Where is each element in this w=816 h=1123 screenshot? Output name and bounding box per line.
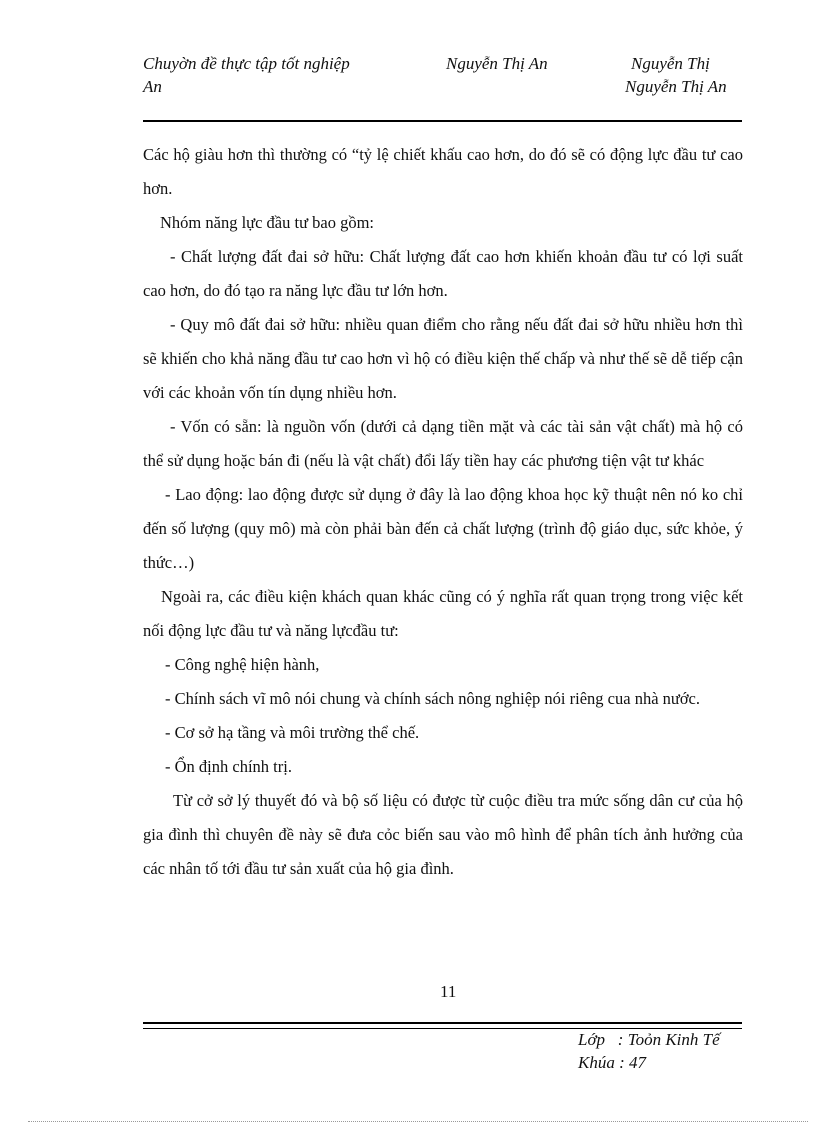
list-item: - Ổn định chính trị. bbox=[165, 757, 292, 776]
page-number: 11 bbox=[440, 982, 457, 1001]
header-left-line2: An bbox=[143, 77, 162, 96]
header-left-line1: Chuyờn đề thực tập tốt nghiệp bbox=[143, 54, 350, 73]
list-item: - Vốn có sẵn: là nguồn vốn (dưới cả dạng tiền mặt và các tài sản vật chất) mà hộ có thể sử dụng hoặc bán đi (nếu là vật chất) đổi lấy tiền hay các phương tiện vật tư khác bbox=[143, 417, 743, 470]
header-center: Nguyễn Thị An bbox=[446, 54, 548, 73]
document-body bbox=[143, 138, 743, 886]
footer-rule bbox=[143, 1022, 742, 1029]
footer-course: Khúa : 47 bbox=[578, 1053, 646, 1072]
list-item: - Cơ sở hạ tầng và môi trường thể chế. bbox=[165, 723, 420, 742]
list-item: - Công nghệ hiện hành, bbox=[165, 655, 320, 674]
paragraph: Nhóm năng lực đầu tư bao gồm: bbox=[160, 213, 375, 232]
page-edge-divider bbox=[28, 1121, 808, 1122]
paragraph: Các hộ giàu hơn thì thường có “tỷ lệ chiết khấu cao hơn, do đó sẽ có động lực đầu tư cao hơn. bbox=[143, 145, 743, 198]
list-item: - Quy mô đất đai sở hữu: nhiều quan điểm cho rằng nếu đất đai sở hữu nhiều hơn thì sẽ khiến cho khả năng đầu tư cao hơn vì hộ có điều kiện thế chấp và như thế sẽ dễ tiếp cận với các khoản vốn tín dụng nhiều hơn. bbox=[143, 315, 743, 402]
paragraph: Từ cở sở lý thuyết đó và bộ số liệu có được từ cuộc điều tra mức sống dân cư của hộ gia đình thì chuyên đề này sẽ đưa cỏc biến sau vào mô hình để phân tích ảnh hưởng của các nhân tố tới đầu tư sản xuất của hộ gia đình. bbox=[143, 791, 743, 878]
list-item: - Chính sách vĩ mô nói chung và chính sách nông nghiệp nói riêng cua nhà nước. bbox=[165, 689, 701, 708]
list-item: - Chất lượng đất đai sở hữu: Chất lượng đất cao hơn khiến khoản đầu tư có lợi suất cao hơn, do đó tạo ra năng lực đầu tư lớn hơn. bbox=[143, 247, 743, 300]
header-right-line1: Nguyễn Thị bbox=[631, 54, 710, 73]
header-right-line2: Nguyễn Thị An bbox=[625, 77, 727, 96]
list-item: - Lao động: lao động được sử dụng ở đây là lao động khoa học kỹ thuật nên nó ko chỉ đến số lượng (quy mô) mà còn phải bàn đến cả chất lượng (trình độ giáo dục, sức khỏe, ý thức…) bbox=[143, 485, 743, 572]
header-rule bbox=[143, 120, 742, 122]
footer-class: Lớp : Toỏn Kinh Tế bbox=[578, 1030, 720, 1049]
paragraph: Ngoài ra, các điều kiện khách quan khác cũng có ý nghĩa rất quan trọng trong việc kết nối động lực đầu tư và năng lựcđầu tư: bbox=[143, 587, 743, 640]
